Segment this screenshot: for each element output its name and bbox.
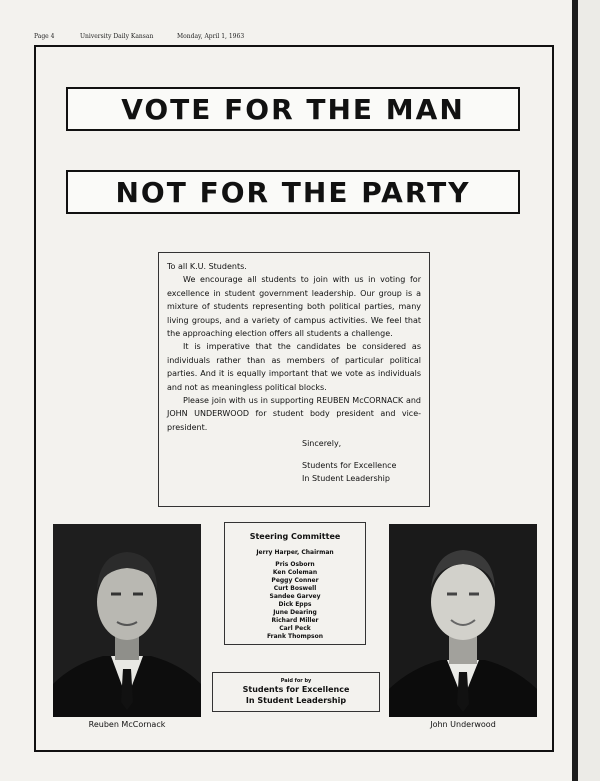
- issue-date: Monday, April 1, 1963: [177, 33, 245, 40]
- candidate-caption-right: John Underwood: [430, 720, 496, 729]
- sponsor-line-2: In Student Leadership: [245, 696, 347, 705]
- letter-signature-line-1: Students for Excellence: [302, 460, 397, 470]
- committee-member: Sandee Garvey: [269, 593, 321, 600]
- committee-member: Carl Peck: [279, 625, 311, 632]
- page-header: [34, 33, 554, 43]
- committee-member: Frank Thompson: [266, 633, 324, 640]
- paid-for-by-box: [212, 672, 380, 712]
- letter-paragraph: Please join with us in supporting REUBEN McCORNACK and JOHN UNDERWOOD for student body president and vice-president.: [167, 396, 421, 432]
- committee-member: Peggy Conner: [271, 577, 319, 584]
- committee-member: June Dearing: [273, 609, 317, 616]
- candidate-photo-right: [389, 524, 537, 717]
- committee-member: Dick Epps: [278, 601, 312, 608]
- sponsor-line-1: Students for Excellence: [242, 685, 350, 694]
- committee-title: Steering Committee: [249, 532, 341, 541]
- headline-banner-1: VOTE FOR THE MAN: [66, 87, 520, 131]
- candidate-caption-left: Reuben McCornack: [88, 720, 166, 729]
- letter-paragraph: It is imperative that the candidates be considered as individuals rather than as members of particular political parties. And it is equally important that we vote as individuals and not as meaningless political blocks.: [167, 342, 421, 392]
- adjacent-page-edge: [578, 0, 600, 781]
- letter-box: [158, 252, 430, 507]
- letter-closing: Sincerely,: [302, 439, 342, 449]
- candidate-photo-left: [53, 524, 201, 717]
- committee-member: Pris Osborn: [275, 561, 315, 568]
- letter-salutation: To all K.U. Students.: [167, 262, 247, 271]
- committee-member: Ken Coleman: [272, 569, 318, 576]
- newspaper-name: University Daily Kansan: [80, 33, 154, 40]
- committee-members-list: [225, 561, 365, 641]
- paid-for-by-label: Paid for by: [280, 678, 312, 684]
- committee-chairman: Jerry Harper, Chairman: [256, 549, 334, 556]
- committee-member: Richard Miller: [271, 617, 319, 624]
- letter-signature-line-2: In Student Leadership: [302, 474, 390, 484]
- committee-member: Curt Boswell: [273, 585, 317, 592]
- headline-banner-2: NOT FOR THE PARTY: [66, 170, 520, 214]
- page-number: Page 4: [34, 33, 55, 40]
- steering-committee-box: [224, 522, 366, 645]
- letter-paragraph: We encourage all students to join with us in voting for excellence in student government leadership. Our group is a mixture of students representing both political parties, many living groups, and a variety of campus activities. We feel that the approaching election offers all students a challenge.: [167, 275, 421, 339]
